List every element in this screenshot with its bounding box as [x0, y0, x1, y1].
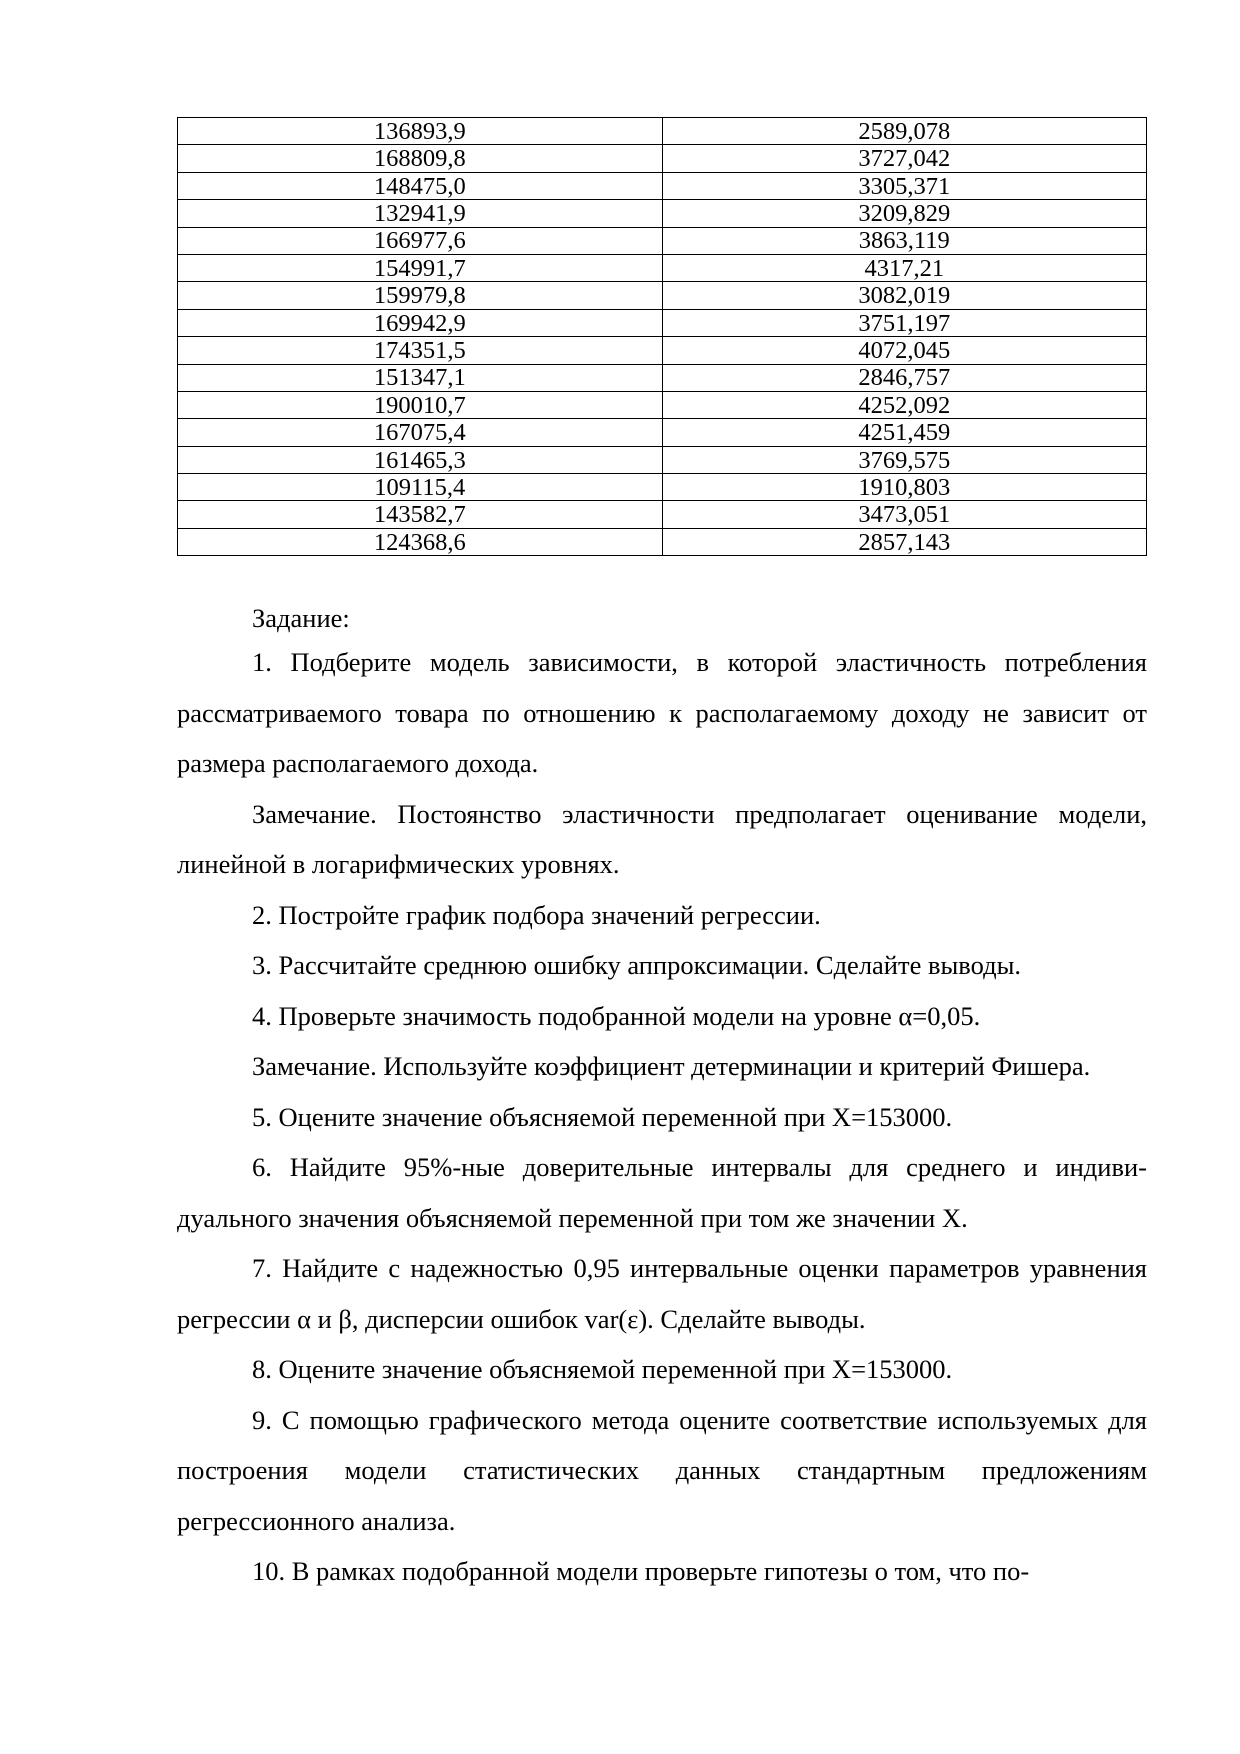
task-item-7: 7. Найдите с надежностью 0,95 интервальные оценки параметров уравнения регрессии α и β, дисперсии ошибок var(ε). Сделайте выводы. — [177, 1253, 1147, 1334]
table-row — [178, 118, 1147, 145]
table-cell-y: 4317,21 — [662, 254, 1147, 281]
table-cell-x: 154991,7 — [178, 254, 663, 281]
table-cell-y: 2589,078 — [662, 118, 1147, 145]
task-item-1: 1. Подберите модель зависимости, в которой эластичность потребления рассматриваемого товара по отношению к располагаемому доходу не зависит от размера располагаемого дохода. — [177, 647, 1147, 778]
table-cell-x: 136893,9 — [178, 118, 663, 145]
table-cell-x: 174351,5 — [178, 337, 663, 364]
task-item-10: 10. В рамках подобранной модели проверьте гипотезы о том, что по- — [252, 1556, 1030, 1586]
table-cell-y: 3209,829 — [662, 200, 1147, 227]
table-row — [178, 200, 1147, 227]
table-cell-y: 1910,803 — [662, 474, 1147, 501]
note-determination: Замечание. Используйте коэффициент детерминации и критерий Фишера. — [252, 1051, 1091, 1081]
table-cell-x: 143582,7 — [178, 501, 663, 528]
task-heading: Задание: — [252, 603, 350, 633]
table-cell-x: 132941,9 — [178, 200, 663, 227]
table-cell-x: 168809,8 — [178, 145, 663, 172]
table-cell-y: 3305,371 — [662, 172, 1147, 199]
task-item-2: 2. Постройте график подбора значений регрессии. — [252, 899, 821, 930]
table-row — [178, 528, 1147, 555]
task-item-9: 9. С помощью графического метода оцените соответствие используемых для построения модели статистических данных стандартным предложениям регрессионного анализа. — [177, 1404, 1147, 1536]
task-item-5: 5. Оцените значение объясняемой переменной при X=153000. — [252, 1101, 953, 1132]
table-row — [178, 364, 1147, 391]
task-section — [177, 600, 1147, 1597]
table-cell-y: 4072,045 — [662, 337, 1147, 364]
table-row — [178, 145, 1147, 172]
table-cell-y: 4251,459 — [662, 419, 1147, 446]
table-cell-y: 2846,757 — [662, 364, 1147, 391]
table-cell-x: 169942,9 — [178, 309, 663, 336]
table-row — [178, 474, 1147, 501]
table-row — [178, 172, 1147, 199]
table-cell-y: 3751,197 — [662, 309, 1147, 336]
table-cell-x: 190010,7 — [178, 391, 663, 418]
table-cell-x: 109115,4 — [178, 474, 663, 501]
table-cell-x: 159979,8 — [178, 282, 663, 309]
table-row — [178, 391, 1147, 418]
table-row — [178, 446, 1147, 473]
data-table-body — [178, 118, 1147, 556]
task-item-8: 8. Оцените значение объясняемой переменной при X=153000. — [252, 1354, 953, 1384]
table-row — [178, 501, 1147, 528]
table-cell-y: 3473,051 — [662, 501, 1147, 528]
table-cell-y: 4252,092 — [662, 391, 1147, 418]
task-item-4: 4. Проверьте значимость подобранной модели на уровне α=0,05. — [252, 1000, 981, 1031]
table-cell-x: 148475,0 — [178, 172, 663, 199]
task-item-6: 6. Найдите 95%-ные доверительные интервалы для среднего и индивидуального значения объясняемой переменной при том же значении X. — [177, 1152, 1147, 1233]
table-cell-x: 151347,1 — [178, 364, 663, 391]
task-item-3: 3. Рассчитайте среднюю ошибку аппроксимации. Сделайте выводы. — [252, 950, 1022, 980]
table-cell-y: 2857,143 — [662, 528, 1147, 555]
note-elasticity: Замечание. Постоянство эластичности предполагает оценивание модели, линейной в логарифмических уровнях. — [177, 798, 1147, 879]
table-row — [178, 282, 1147, 309]
table-row — [178, 254, 1147, 281]
table-row — [178, 309, 1147, 336]
table-cell-y: 3727,042 — [662, 145, 1147, 172]
table-cell-x: 167075,4 — [178, 419, 663, 446]
table-cell-y: 3769,575 — [662, 446, 1147, 473]
data-table — [177, 117, 1147, 556]
table-row — [178, 419, 1147, 446]
table-cell-x: 166977,6 — [178, 227, 663, 254]
table-row — [178, 227, 1147, 254]
table-cell-x: 124368,6 — [178, 528, 663, 555]
table-row — [178, 337, 1147, 364]
table-cell-y: 3082,019 — [662, 282, 1147, 309]
table-cell-x: 161465,3 — [178, 446, 663, 473]
table-cell-y: 3863,119 — [662, 227, 1147, 254]
